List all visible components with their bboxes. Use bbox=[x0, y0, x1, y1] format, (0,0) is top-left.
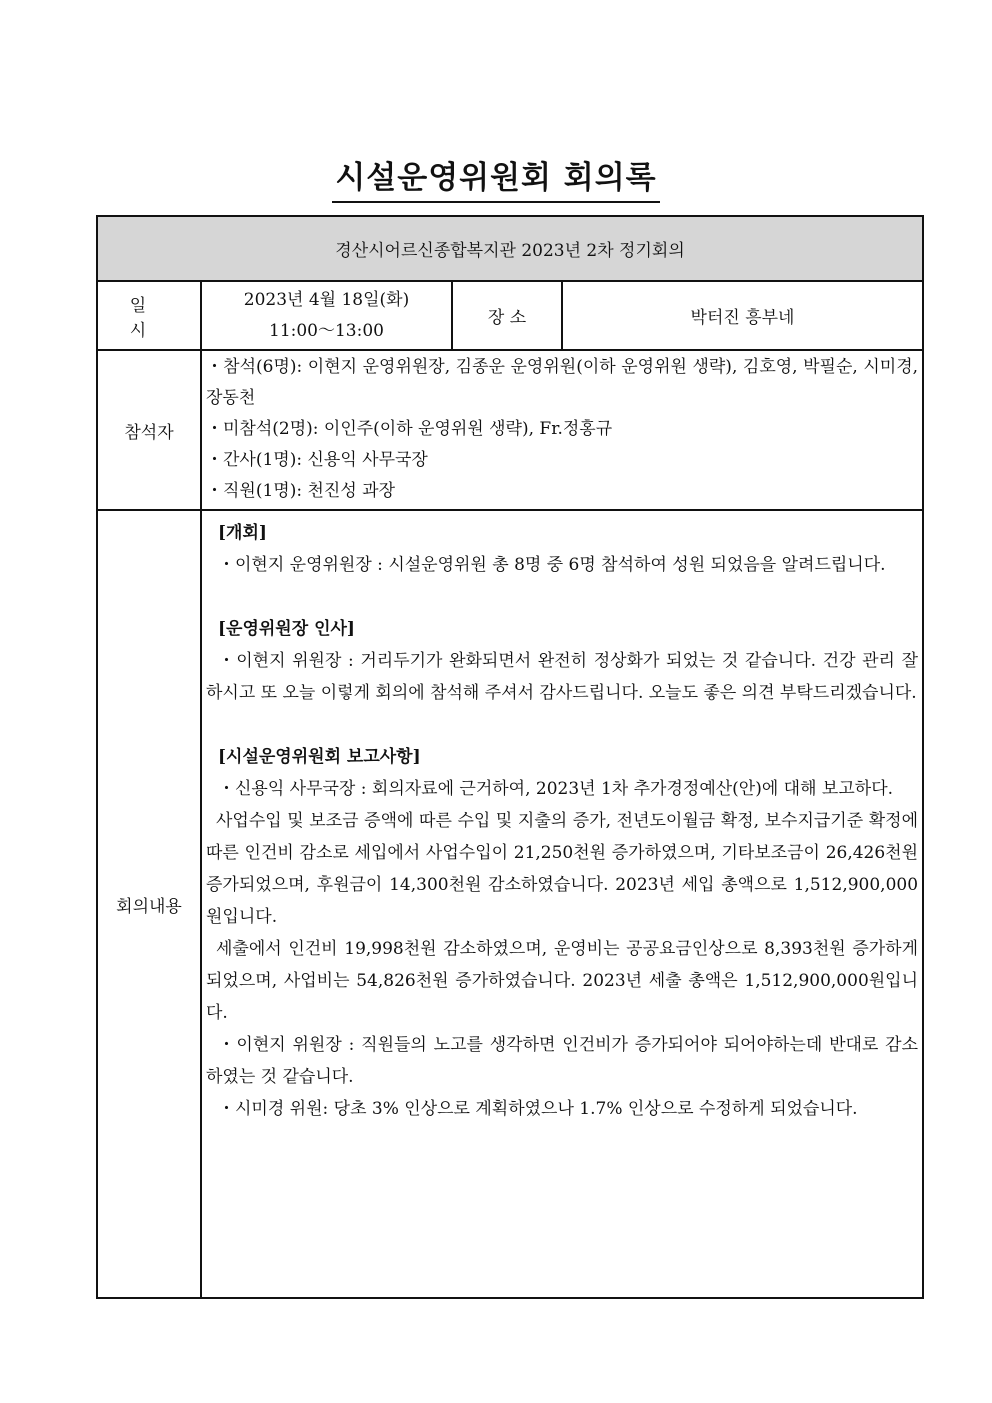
paragraph: ・이현지 위원장 : 거리두기가 완화되면서 완전히 정상화가 되었는 것 같습니다. 건강 관리 잘하시고 또 오늘 이렇게 회의에 참석해 주셔서 감사드립니다. 오늘도 좋은 의견 부탁드리겠습니다. bbox=[206, 651, 919, 703]
date-label: 일 시 bbox=[97, 281, 201, 350]
attendee-line: ・참석(6명): 이현지 운영위원장, 김종운 운영위원(이하 운영위원 생략), 김호영, 박필순, 시미경, 장동천 bbox=[206, 357, 919, 408]
meeting-name: 경산시어르신종합복지관 2023년 2차 정기회의 bbox=[97, 216, 923, 281]
document-title: 시설운영위원회 회의록 bbox=[0, 152, 992, 203]
attendee-line: ・직원(1명): 천진성 과장 bbox=[206, 481, 395, 501]
section-heading: [개회] bbox=[218, 523, 267, 543]
paragraph: ・이현지 운영위원장 : 시설운영위원 총 8명 중 6명 참석하여 성원 되었음을 알려드립니다. bbox=[218, 555, 886, 575]
attendees-list bbox=[201, 350, 923, 510]
section-heading: [시설운영위원회 보고사항] bbox=[218, 747, 421, 767]
time-line: 11:00～13:00 bbox=[269, 320, 384, 341]
paragraph: ・신용익 사무국장 : 회의자료에 근거하여, 2023년 1차 추가경정예산(안)에 대해 보고하다. bbox=[218, 779, 894, 799]
date-value bbox=[201, 281, 452, 350]
attendee-line: ・간사(1명): 신용익 사무국장 bbox=[206, 450, 428, 470]
paragraph: 세출에서 인건비 19,998천원 감소하였으며, 운영비는 공공요금인상으로 8,393천원 증가하게 되었으며, 사업비는 54,826천원 증가하였습니다. 2023년 세출 총액은 1,512,900,000원입니다. bbox=[206, 939, 919, 1023]
attendees-label: 참석자 bbox=[97, 350, 201, 510]
place-value: 박터진 흥부네 bbox=[562, 281, 923, 350]
place-label: 장 소 bbox=[452, 281, 562, 350]
paragraph: ・이현지 위원장 : 직원들의 노고를 생각하면 인건비가 증가되어야 되어야하는데 반대로 감소하였는 것 같습니다. bbox=[206, 1035, 919, 1087]
date-line: 2023년 4월 18일(화) bbox=[243, 289, 410, 310]
attendee-line: ・미참석(2명): 이인주(이하 운영위원 생략), Fr.정홍규 bbox=[206, 419, 613, 439]
paragraph: 사업수입 및 보조금 증액에 따른 수입 및 지출의 증가, 전년도이월금 확정, 보수지급기준 확정에 따른 인건비 감소로 세입에서 사업수입이 21,250천원 증가하였으며, 기타보조금이 26,426천원 증가되었으며, 후원금이 14,300천원 감소하였습니다. 2023년 세입 총액으로 1,512,900,000원입니다. bbox=[206, 811, 919, 927]
content-label: 회의내용 bbox=[97, 510, 201, 1298]
minutes-table bbox=[96, 215, 924, 1299]
paragraph: ・시미경 위원: 당초 3% 인상으로 계획하였으나 1.7% 인상으로 수정하게 되었습니다. bbox=[218, 1099, 858, 1119]
meeting-content bbox=[201, 510, 923, 1298]
section-heading: [운영위원장 인사] bbox=[218, 619, 355, 639]
